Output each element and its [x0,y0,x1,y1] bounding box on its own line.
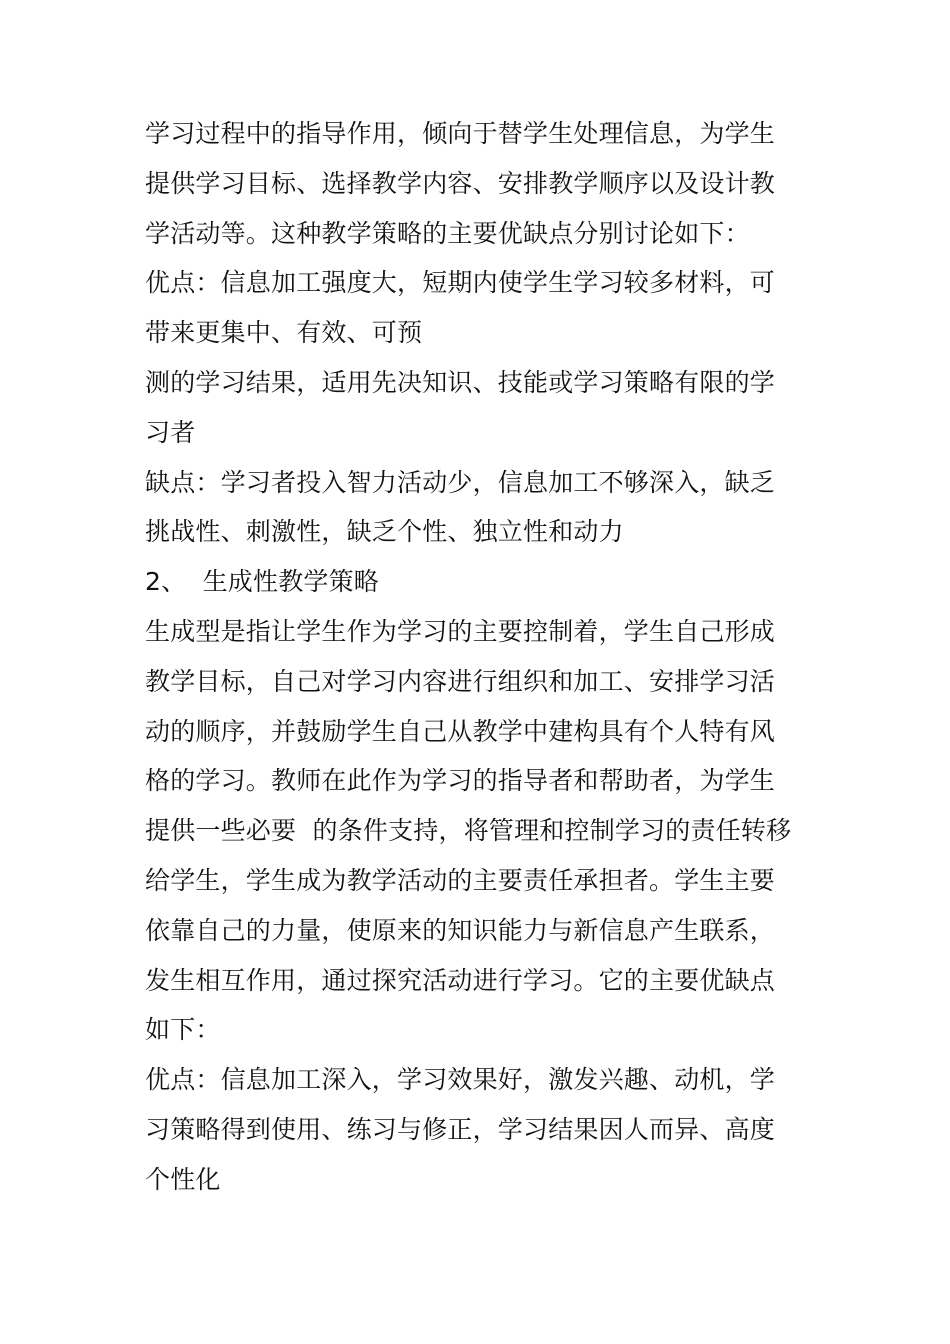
text-line: 学习过程中的指导作用，倾向于替学生处理信息，为学生 [145,119,776,148]
section-heading: 2、 生成性教学策略 [145,567,380,597]
text-line: 缺点：学习者投入智力活动少，信息加工不够深入，缺乏 [145,467,776,497]
text-line: 学活动等。这种教学策略的主要优缺点分别讨论如下： [145,218,750,248]
text-line: 带来更集中、有效、可预 [145,318,423,348]
text-line: 习策略得到使用、练习与修正，学习结果因人而异、高度 [145,1114,776,1144]
text-line: 优点：信息加工强度大，短期内使学生学习较多材料，可 [145,268,776,298]
text-line: 教学目标，自己对学习内容进行组织和加工、安排学习活 [145,666,776,696]
text-line: 依靠自己的力量，使原来的知识能力与新信息产生联系， [145,915,776,945]
text-line: 优点：信息加工深入，学习效果好，激发兴趣、动机，学 [145,1065,776,1095]
text-line: 个性化 [145,1164,221,1194]
text-line: 生成型是指让学生作为学习的主要控制着，学生自己形成 [145,616,776,646]
document-body [145,109,825,1205]
text-line: 习者 [145,417,196,447]
text-line: 给学生，学生成为教学活动的主要责任承担者。学生主要 [145,865,776,895]
text-line: 动的顺序，并鼓励学生自己从教学中建构具有个人特有风 [145,716,776,746]
text-line: 发生相互作用，通过探究活动进行学习。它的主要优缺点 [145,965,776,995]
text-line: 挑战性、刺激性，缺乏个性、独立性和动力 [145,517,624,547]
text-line: 提供学习目标、选择教学内容、安排教学顺序以及设计教 [145,168,776,198]
text-line: 测的学习结果，适用先决知识、技能或学习策略有限的学 [145,367,776,397]
text-line: 格的学习。教师在此作为学习的指导者和帮助者，为学生 [145,766,776,796]
text-line: 如下： [145,1015,221,1045]
text-line: 提供一些必要 的条件支持，将管理和控制学习的责任转移 [145,816,792,846]
